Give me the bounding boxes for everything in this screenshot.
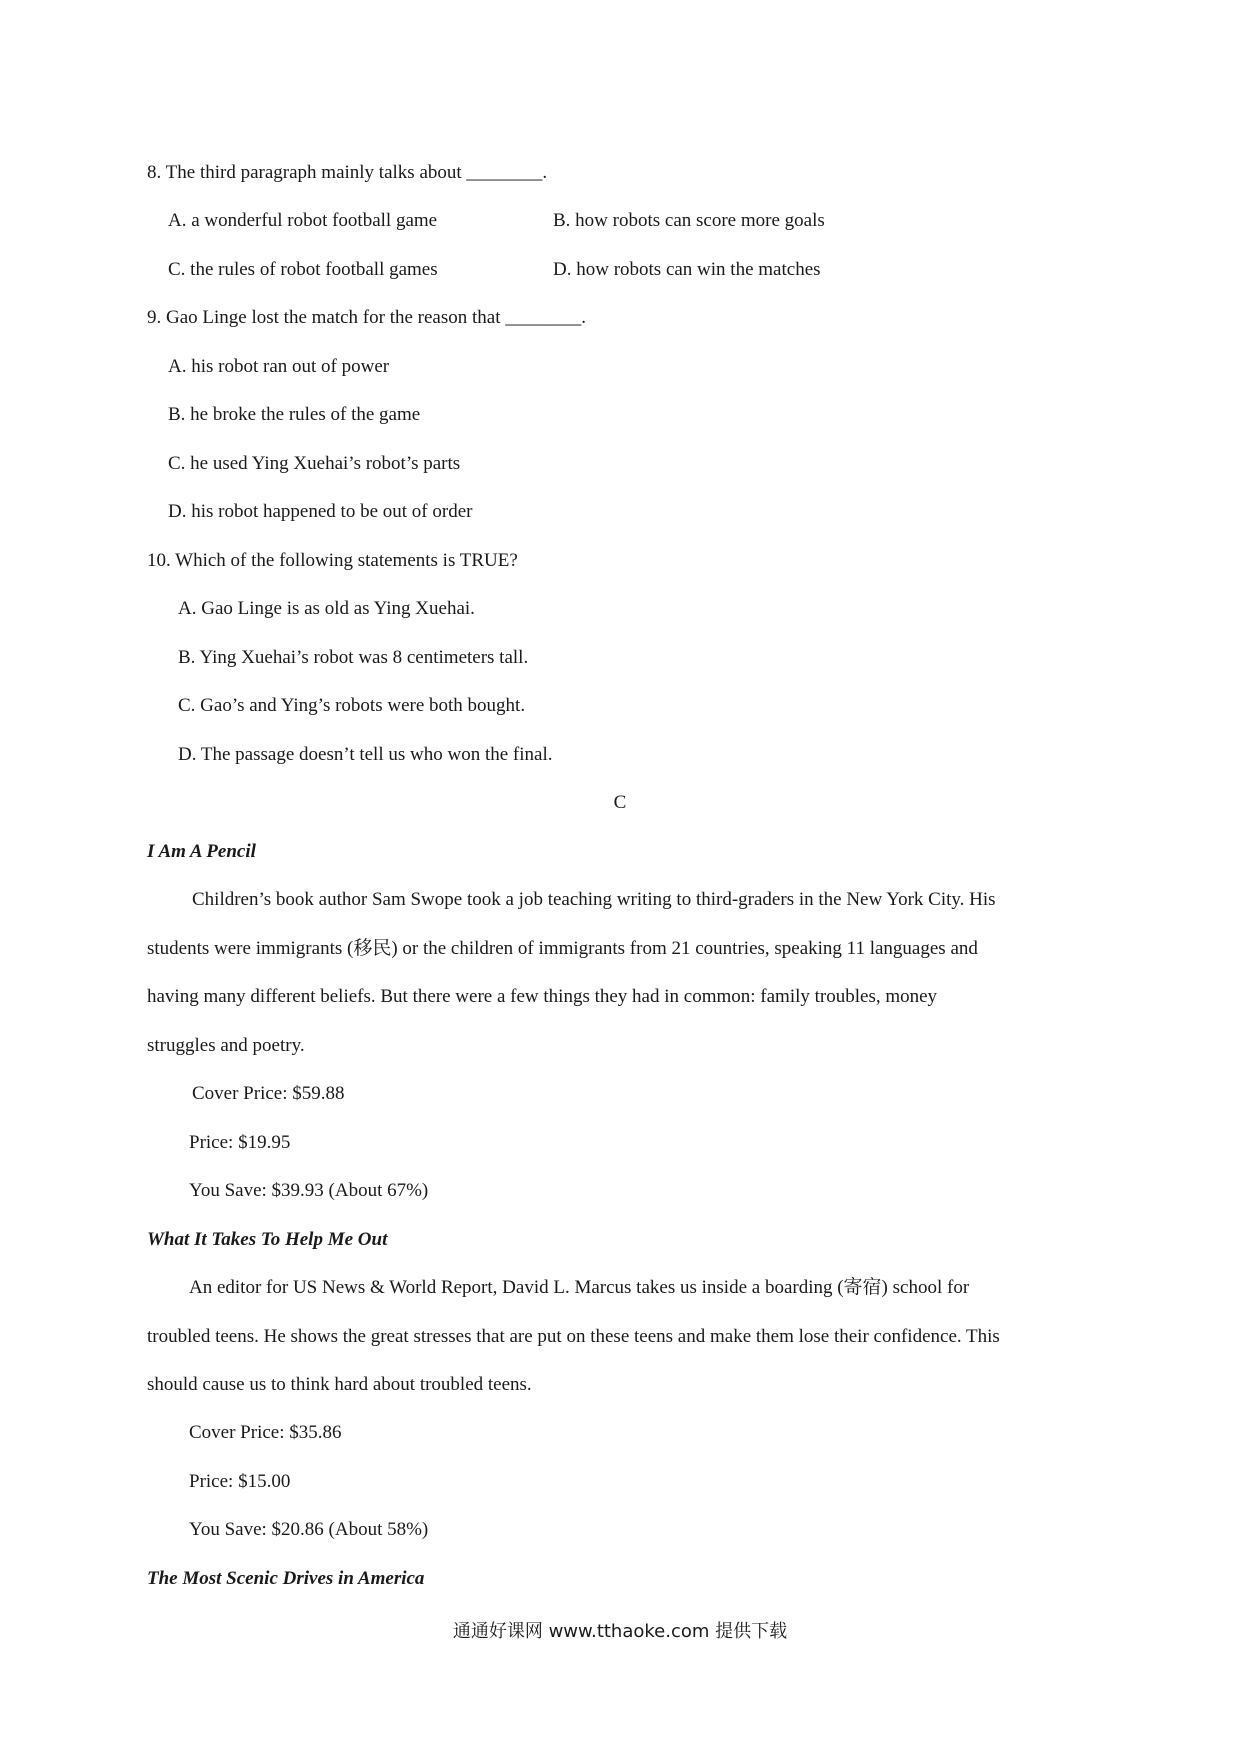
- book-1-description-line-4: struggles and poetry.: [147, 1035, 305, 1056]
- book-1-description-line-3: having many different beliefs. But there were a few things they had in common: family troubles, money: [147, 986, 938, 1007]
- question-8-option-b: B. how robots can score more goals: [553, 210, 825, 231]
- question-9-stem: 9. Gao Linge lost the match for the reason that ________.: [147, 307, 587, 328]
- book-1-description-line-2: students were immigrants (移民) or the children of immigrants from 21 countries, speaking 11 languages and: [147, 938, 978, 959]
- question-10-option-a: A. Gao Linge is as old as Ying Xuehai.: [178, 598, 475, 619]
- book-2-description-line-1: An editor for US News & World Report, David L. Marcus takes us inside a boarding (寄宿) school for: [189, 1277, 970, 1298]
- question-8-option-c: C. the rules of robot football games: [168, 259, 438, 280]
- book-1-description-line-1: Children’s book author Sam Swope took a job teaching writing to third-graders in the New York City. His: [192, 889, 996, 910]
- question-10-stem: 10. Which of the following statements is TRUE?: [147, 550, 518, 571]
- page-footer: 通通好课网 www.tthaoke.com 提供下载: [452, 1621, 788, 1642]
- book-2-cover-price: Cover Price: $35.86: [189, 1422, 342, 1443]
- book-2-you-save: You Save: $20.86 (About 58%): [189, 1519, 429, 1540]
- book-2-price: Price: $15.00: [189, 1471, 291, 1492]
- book-3-title: The Most Scenic Drives in America: [147, 1568, 425, 1589]
- book-1-cover-price: Cover Price: $59.88: [192, 1083, 345, 1104]
- book-2-description-line-2: troubled teens. He shows the great stresses that are put on these teens and make them lose their confidence. This: [147, 1326, 1000, 1347]
- question-8-option-a: A. a wonderful robot football game: [168, 210, 438, 231]
- question-10-option-c: C. Gao’s and Ying’s robots were both bought.: [178, 695, 526, 716]
- question-8-stem: 8. The third paragraph mainly talks about ________.: [147, 162, 548, 183]
- question-8-option-d: D. how robots can win the matches: [553, 259, 821, 280]
- book-2-title: What It Takes To Help Me Out: [147, 1229, 388, 1250]
- question-9-option-b: B. he broke the rules of the game: [168, 404, 421, 425]
- question-9-option-d: D. his robot happened to be out of order: [168, 501, 473, 522]
- question-10-option-b: B. Ying Xuehai’s robot was 8 centimeters tall.: [178, 647, 529, 668]
- question-9-option-a: A. his robot ran out of power: [168, 356, 390, 377]
- book-1-price: Price: $19.95: [189, 1132, 291, 1153]
- book-2-description-line-3: should cause us to think hard about troubled teens.: [147, 1374, 532, 1395]
- book-1-you-save: You Save: $39.93 (About 67%): [189, 1180, 429, 1201]
- question-10-option-d: D. The passage doesn’t tell us who won the final.: [178, 744, 553, 765]
- question-9-option-c: C. he used Ying Xuehai’s robot’s parts: [168, 453, 461, 474]
- book-1-title: I Am A Pencil: [147, 841, 256, 862]
- section-label: C: [613, 792, 627, 813]
